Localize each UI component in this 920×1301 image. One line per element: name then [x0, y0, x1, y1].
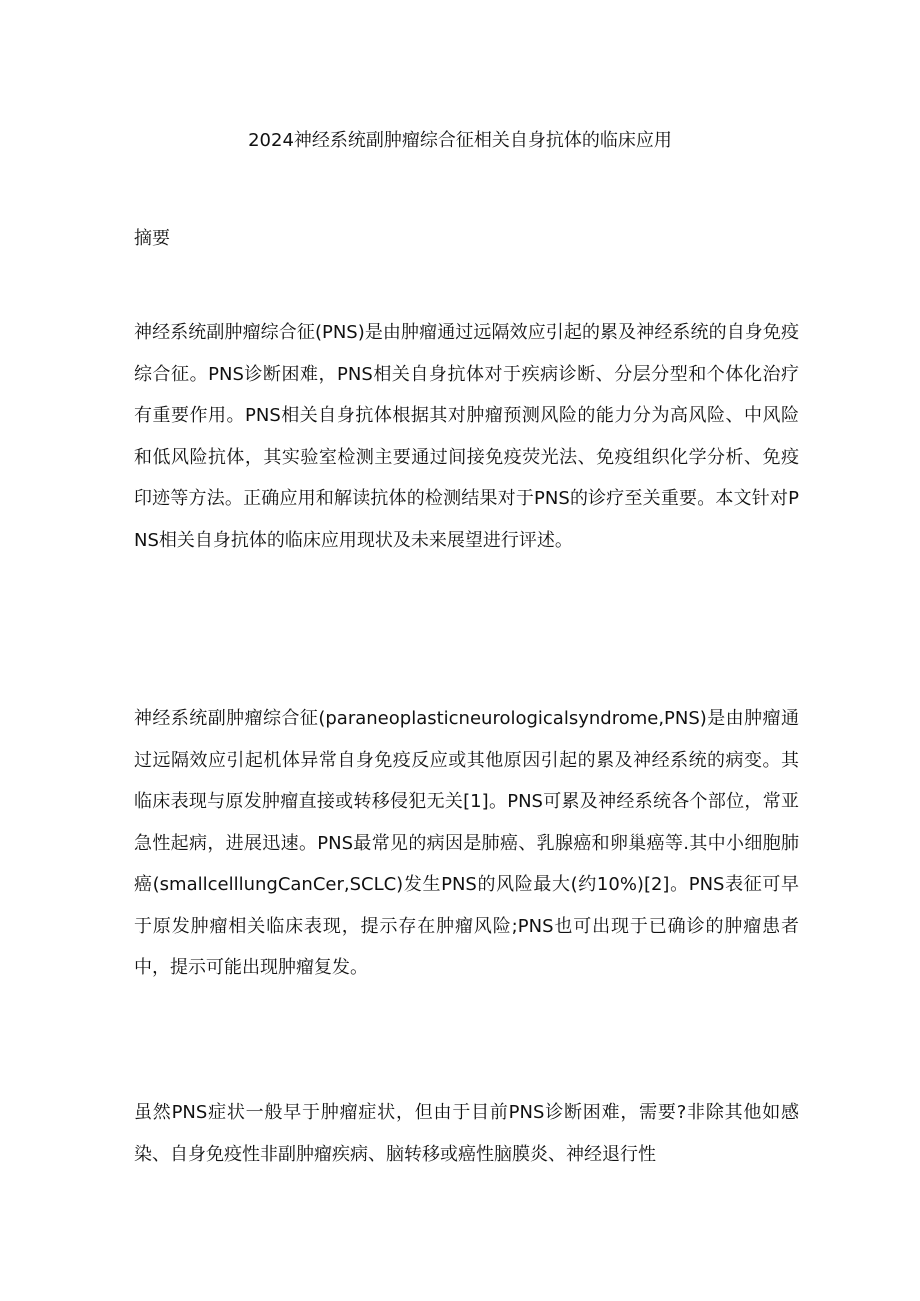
- body-paragraph-2: 虽然PNS症状一般早于肿瘤症状，但由于目前PNS诊断困难，需要?非除其他如感染、自身免疫性非副肿瘤疾病、脑转移或癌性脑膜炎、神经退行性: [134, 1102, 799, 1165]
- abstract-heading: 摘要: [134, 228, 170, 249]
- body-paragraph-1: 神经系统副肿瘤综合征(paraneoplasticneurologicalsyndrome,PNS)是由肿瘤通过远隔效应引起机体异常自身免疫反应或其他原因引起的累及神经系统的病变。其临床表现与原发肿瘤直接或转移侵犯无关[1]。PNS可累及神经系统各个部位，常亚急性起病，进展迅速。PNS最常见的病因是肺癌、乳腺癌和卵巢癌等.其中小细胞肺癌(smallcelllungCanCer,SCLC)发生PNS的风险最大(约10%)[2]。PNS表征可早于原发肿瘤相关临床表现，提示存在肿瘤风险;PNS也可出现于已确诊的肿瘤患者中，提示可能出现肿瘤复发。: [134, 708, 799, 978]
- abstract-paragraph: 神经系统副肿瘤综合征(PNS)是由肿瘤通过远隔效应引起的累及神经系统的自身免疫综合征。PNS诊断困难，PNS相关自身抗体对于疾病诊断、分层分型和个体化治疗有重要作用。PNS相关自身抗体根据其对肿瘤预测风险的能力分为高风险、中风险和低风险抗体，其实验室检测主要通过间接免疫荧光法、免疫组织化学分析、免疫印迹等方法。正确应用和解读抗体的检测结果对于PNS的诊疗至关重要。本文针对PNS相关自身抗体的临床应用现状及未来展望进行评述。: [134, 322, 799, 551]
- document-title: 2024神经系统副肿瘤综合征相关自身抗体的临床应用: [248, 130, 672, 151]
